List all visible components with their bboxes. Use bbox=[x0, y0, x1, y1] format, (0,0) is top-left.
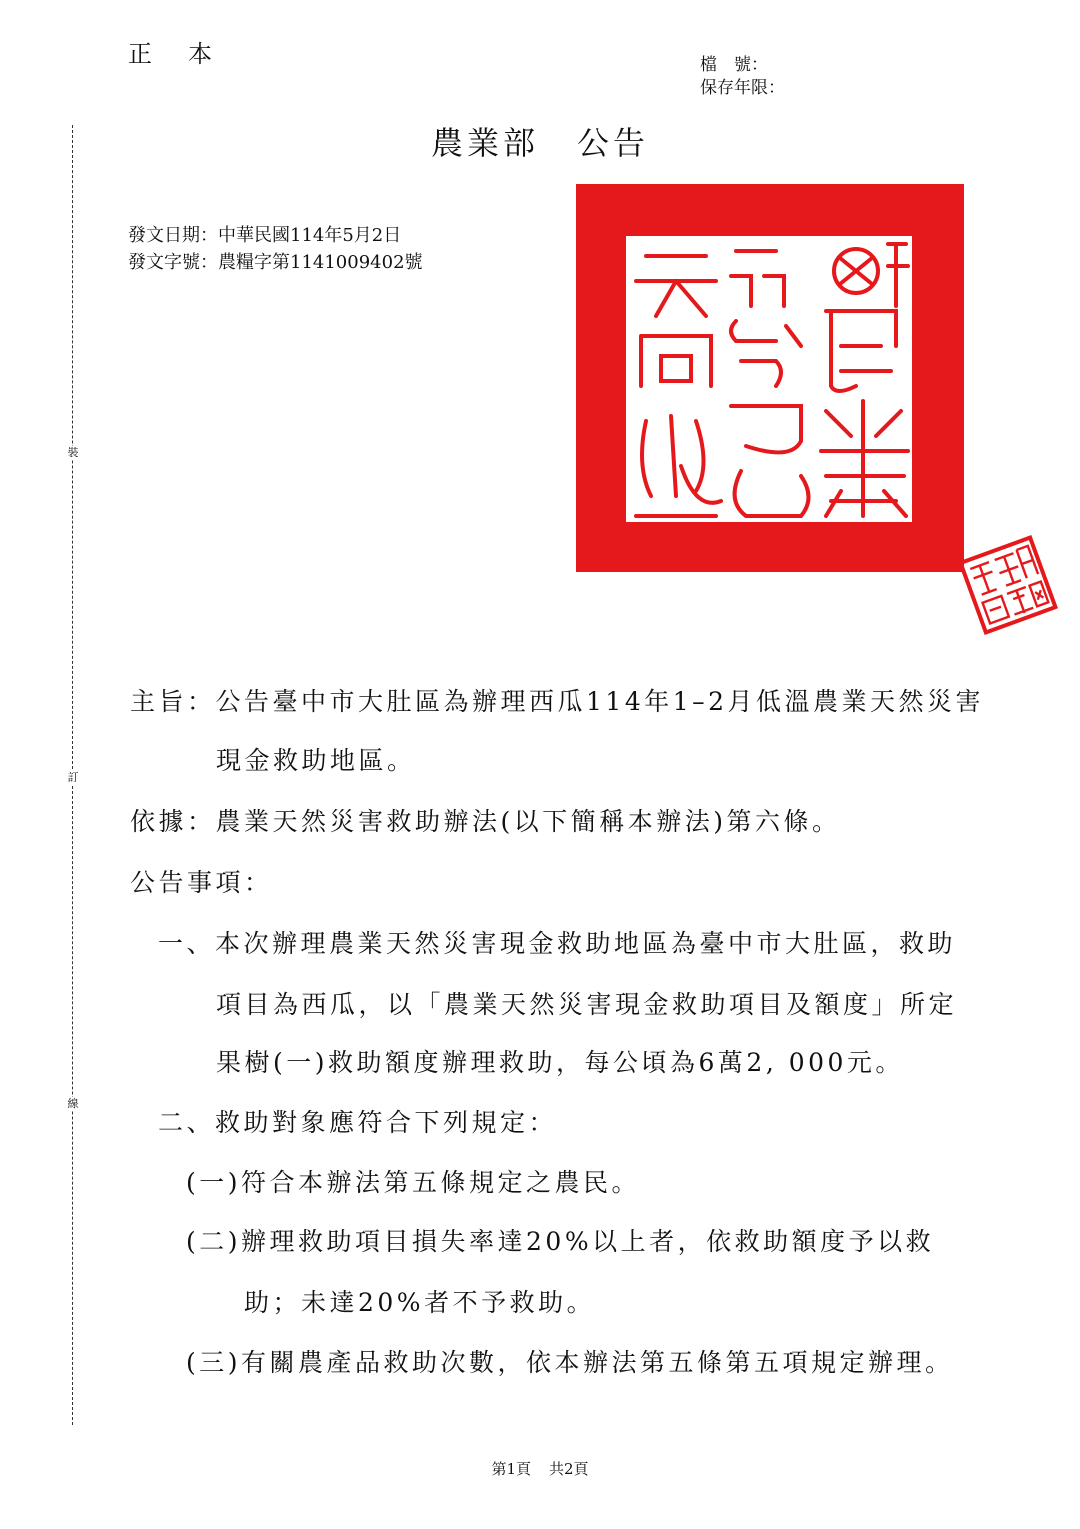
page-total: 共2頁 bbox=[549, 1460, 589, 1478]
minister-seal-glyphs bbox=[957, 534, 1060, 637]
item-1-line-2: 項目為西瓜，以「農業天然災害現金救助項目及額度」所定 bbox=[216, 990, 958, 1019]
item-2-sub-2-line-2: 助；未達20%者不予救助。 bbox=[244, 1288, 596, 1317]
page-footer bbox=[0, 1458, 1080, 1479]
issue-date: 發文日期：中華民國114年5月2日 bbox=[128, 225, 402, 246]
basis-line: 依據：農業天然災害救助辦法(以下簡稱本辦法)第六條。 bbox=[130, 807, 841, 836]
file-number-label: 檔 號： bbox=[700, 55, 768, 75]
official-seal bbox=[576, 184, 964, 572]
issue-number: 發文字號：農糧字第1141009402號 bbox=[128, 252, 423, 273]
item-2-sub-2-line-1: (二)辦理救助項目損失率達20%以上者，依救助額度予以救 bbox=[186, 1227, 935, 1256]
item-2-heading: 二、救助對象應符合下列規定： bbox=[158, 1108, 558, 1137]
document-type: 公告 bbox=[577, 124, 650, 162]
agency-name: 農業部 bbox=[430, 124, 539, 162]
item-1-line-1: 一、本次辦理農業天然災害現金救助地區為臺中市大肚區，救助 bbox=[158, 929, 957, 958]
item-1-line-3: 果樹(一)救助額度辦理救助，每公頃為6萬2, 000元。 bbox=[216, 1048, 904, 1077]
minister-seal bbox=[957, 534, 1060, 637]
binding-mark-zhuang: 裝 bbox=[67, 446, 79, 459]
item-2-sub-3: (三)有關農產品救助次數，依本辦法第五條第五項規定辦理。 bbox=[186, 1348, 954, 1377]
binding-mark-xian: 線 bbox=[67, 1097, 79, 1110]
retention-label: 保存年限： bbox=[700, 78, 785, 98]
seal-script-glyphs bbox=[626, 236, 912, 522]
announcement-heading: 公告事項： bbox=[130, 868, 273, 897]
subject-line-1: 主旨：公告臺中市大肚區為辦理西瓜114年1–2月低溫農業天然災害 bbox=[130, 687, 985, 716]
copy-label: 正本 bbox=[128, 40, 248, 68]
item-2-sub-1: (一)符合本辦法第五條規定之農民。 bbox=[186, 1168, 641, 1197]
page-number: 第1頁 bbox=[491, 1460, 531, 1478]
binding-mark-ding: 訂 bbox=[67, 771, 79, 784]
document-title bbox=[0, 118, 1080, 164]
subject-line-2: 現金救助地區。 bbox=[216, 746, 416, 775]
